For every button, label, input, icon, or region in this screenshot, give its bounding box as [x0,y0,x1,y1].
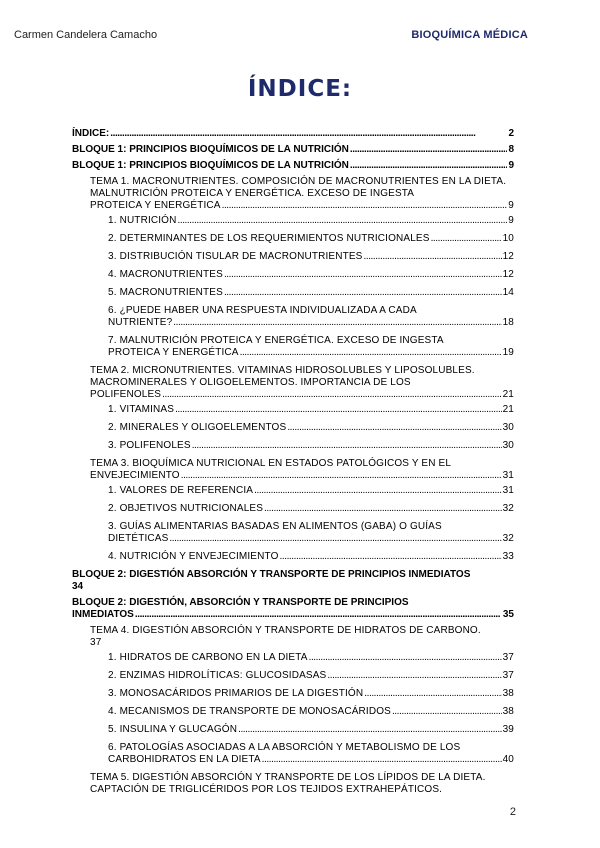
header-subject: BIOQUÍMICA MÉDICA [411,29,528,41]
toc-page: 21 [502,389,514,400]
toc-page: 37 [90,637,102,648]
leader-dots [192,440,502,452]
leader-dots [173,317,501,329]
toc-label: ÍNDICE: [72,128,110,139]
leader-dots [364,688,501,700]
leader-dots [238,724,501,736]
leader-dots [240,347,502,359]
toc-label: CARBOHIDRATOS EN LA DIETA [108,754,261,765]
toc-label: 1. NUTRICIÓN [108,215,177,226]
toc-entry-t4s5[interactable] [108,724,514,736]
leader-dots [222,200,508,212]
toc-page: 32 [502,533,514,544]
leader-dots [264,503,502,515]
leader-dots [262,754,502,766]
toc-label-wrap: 6. ¿PUEDE HABER UNA RESPUESTA INDIVIDUALIZADA A CADA [108,305,417,316]
toc-label: DIETÉTICAS [108,533,169,544]
toc-label: ENVEJECIMIENTO [90,470,180,481]
toc-label-wrap: TEMA 3. BIOQUÍMICA NUTRICIONAL EN ESTADOS PATOLÓGICOS Y EN EL [90,458,452,469]
leader-dots [110,128,507,140]
toc-entry-t4s3[interactable] [108,688,514,700]
toc-page: 31 [502,485,514,496]
toc-entry-tema3[interactable] [90,458,514,482]
leader-dots [175,404,501,416]
toc-page: 40 [502,754,514,765]
toc-entry-t2s3[interactable] [108,440,514,452]
toc-label: 1. VITAMINAS [108,404,175,415]
toc-page: 12 [502,251,514,262]
toc-label: 2. DETERMINANTES DE LOS REQUERIMIENTOS NUTRICIONALES [108,233,430,244]
toc-entry-t3s1[interactable] [108,485,514,497]
toc-label-wrap: 7. MALNUTRICIÓN PROTEICA Y ENERGÉTICA. EXCESO DE INGESTA [108,335,444,346]
toc-page: 39 [502,724,514,735]
toc-entry-t2s1[interactable] [108,404,514,416]
leader-dots [350,144,508,156]
page-number: 2 [509,806,516,818]
toc-label: 3. DISTRIBUCIÓN TISULAR DE MACRONUTRIENTES [108,251,363,262]
toc-entry-t4s6[interactable] [108,742,514,766]
leader-dots [254,485,501,497]
toc-page: 33 [502,551,514,562]
toc-entry-t4s2[interactable] [108,670,514,682]
leader-dots [162,389,501,401]
toc-entry-t3s2[interactable] [108,503,514,515]
leader-dots [327,670,501,682]
toc-page: 32 [502,503,514,514]
toc-label: TEMA 5. DIGESTIÓN ABSORCIÓN Y TRANSPORTE DE LOS LÍPIDOS DE LA DIETA. CAPTACIÓN DE TRIGLICÉRIDOS POR LOS TEJIDOS EXTRAHEPÁTICOS. [90,772,486,795]
toc-label: 3. POLIFENOLES [108,440,191,451]
toc-label: 5. INSULINA Y GLUCAGÓN [108,724,238,735]
toc-label: PROTEICA Y ENERGÉTICA [90,200,221,211]
toc-entry-tema2[interactable] [90,365,514,401]
toc-label: 1. HIDRATOS DE CARBONO EN LA DIETA [108,652,308,663]
toc-entry-indice[interactable] [72,128,514,140]
toc-label: 2. MINERALES Y OLIGOELEMENTOS [108,422,287,433]
toc-label-wrap: 6. PATOLOGÍAS ASOCIADAS A LA ABSORCIÓN Y METABOLISMO DE LOS [108,742,461,753]
toc-entry-tema4[interactable] [90,625,514,649]
toc-label: PROTEICA Y ENERGÉTICA [108,347,239,358]
toc-entry-t3s4[interactable] [108,551,514,563]
toc-entry-t1s3[interactable] [108,251,514,263]
toc-entry-t1s5[interactable] [108,287,514,299]
toc-entry-t1s1[interactable] [108,215,514,227]
leader-dots [287,422,501,434]
toc-entry-t4s4[interactable] [108,706,514,718]
leader-dots [224,269,502,281]
toc-label-wrap: TEMA 2. MICRONUTRIENTES. VITAMINAS HIDROSOLUBLES Y LIPOSOLUBLES. MACROMINERALES Y OLIGOELEMENTOS. IMPORTANCIA DE LOS [90,365,475,388]
table-of-contents [72,128,514,799]
toc-page: 34 [72,581,84,592]
toc-entry-t1s4[interactable] [108,269,514,281]
toc-label: 1. VALORES DE REFERENCIA [108,485,254,496]
toc-page: 38 [502,688,514,699]
toc-label-wrap: BLOQUE 2: DIGESTIÓN, ABSORCIÓN Y TRANSPORTE DE PRINCIPIOS [72,597,409,608]
toc-page: 9 [508,200,514,211]
toc-page: 19 [502,347,514,358]
toc-page: 35 [502,609,514,620]
toc-page: 10 [502,233,514,244]
toc-page: 9 [508,160,514,171]
toc-page: 37 [502,652,514,663]
toc-page: 30 [502,440,514,451]
toc-label: INMEDIATOS [72,609,134,620]
toc-label: 4. MECANISMOS DE TRANSPORTE DE MONOSACÁRIDOS [108,706,391,717]
leader-dots [177,215,507,227]
toc-entry-t1s6[interactable] [108,305,514,329]
toc-label: TEMA 4. DIGESTIÓN ABSORCIÓN Y TRANSPORTE DE HIDRATOS DE CARBONO. [90,625,481,636]
toc-page: 31 [502,470,514,481]
leader-dots [431,233,502,245]
toc-label: 5. MACRONUTRIENTES [108,287,223,298]
toc-page: 12 [502,269,514,280]
toc-label: BLOQUE 1: PRINCIPIOS BIOQUÍMICOS DE LA NUTRICIÓN [72,160,349,171]
toc-entry-t3s3[interactable] [108,521,514,545]
toc-label: NUTRIENTE? [108,317,173,328]
leader-dots [392,706,502,718]
toc-label: BLOQUE 1: PRINCIPIOS BIOQUÍMICOS DE LA NUTRICIÓN [72,144,349,155]
toc-label: 2. ENZIMAS HIDROLÍTICAS: GLUCOSIDASAS [108,670,327,681]
toc-page: 18 [502,317,514,328]
toc-page: 14 [502,287,514,298]
leader-dots [363,251,501,263]
toc-label: 3. MONOSACÁRIDOS PRIMARIOS DE LA DIGESTIÓN [108,688,364,699]
toc-page: 30 [502,422,514,433]
toc-entry-tema5[interactable] [90,772,514,796]
toc-entry-bloque2-a[interactable] [72,569,514,593]
leader-dots [350,160,508,172]
leader-dots [224,287,502,299]
toc-page: 21 [502,404,514,415]
header-author: Carmen Candelera Camacho [14,29,158,41]
toc-entry-bloque1-b[interactable] [72,160,514,172]
leader-dots [181,470,502,482]
toc-label: 4. MACRONUTRIENTES [108,269,223,280]
toc-label: 2. OBJETIVOS NUTRICIONALES [108,503,264,514]
toc-label: BLOQUE 2: DIGESTIÓN ABSORCIÓN Y TRANSPORTE DE PRINCIPIOS INMEDIATOS [72,569,471,580]
leader-dots [309,652,502,664]
leader-dots [280,551,502,563]
toc-entry-t1s2[interactable] [108,233,514,245]
leader-dots [169,533,501,545]
toc-label: 4. NUTRICIÓN Y ENVEJECIMIENTO [108,551,279,562]
leader-dots [135,609,502,621]
toc-page: 38 [502,706,514,717]
toc-label-wrap: TEMA 1. MACRONUTRIENTES. COMPOSICIÓN DE MACRONUTRIENTES EN LA DIETA. MALNUTRICIÓN PROTEICA Y ENERGÉTICA. EXCESO DE INGESTA [90,176,507,199]
toc-entry-bloque2-b[interactable] [72,597,514,621]
toc-entry-t4s1[interactable] [108,652,514,664]
toc-page: 8 [508,144,514,155]
toc-label-wrap: 3. GUÍAS ALIMENTARIAS BASADAS EN ALIMENTOS (GABA) O GUÍAS [108,521,442,532]
toc-label: POLIFENOLES [90,389,162,400]
toc-page: 37 [502,670,514,681]
toc-entry-t1s7[interactable] [108,335,514,359]
toc-entry-t2s2[interactable] [108,422,514,434]
toc-page: 2 [508,128,514,139]
toc-entry-tema1[interactable] [90,176,514,212]
page-title: ÍNDICE: [247,76,353,102]
toc-entry-bloque1-a[interactable] [72,144,514,156]
toc-page: 9 [508,215,514,226]
